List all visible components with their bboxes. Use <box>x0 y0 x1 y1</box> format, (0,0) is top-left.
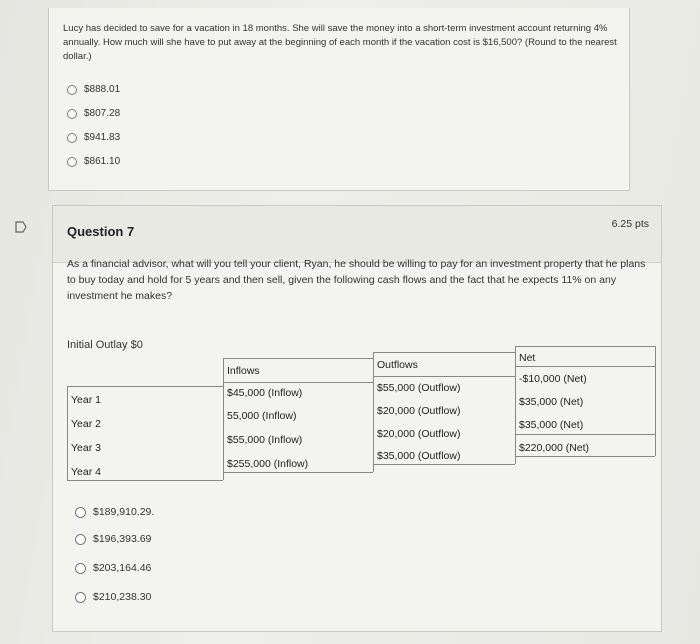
outflow-year-4: $35,000 (Outflow) <box>377 450 461 462</box>
question-7-header <box>53 206 661 263</box>
radio-icon[interactable] <box>67 109 77 119</box>
question-7-card <box>52 205 662 632</box>
header-inflows: Inflows <box>227 365 260 377</box>
radio-icon[interactable] <box>75 507 86 518</box>
radio-icon[interactable] <box>75 592 86 603</box>
q6-option-4-label: $861.10 <box>84 156 121 167</box>
inflow-year-1: $45,000 (Inflow) <box>227 387 303 399</box>
flag-question-icon[interactable] <box>14 220 28 234</box>
q6-option-1[interactable] <box>67 84 120 95</box>
outflow-year-3: $20,000 (Outflow) <box>377 428 461 440</box>
header-net: Net <box>519 352 536 364</box>
q7-option-4-label: $210,238.30 <box>93 591 152 603</box>
net-year-4: $220,000 (Net) <box>519 442 590 454</box>
year-1-label: Year 1 <box>71 394 101 406</box>
q7-option-3[interactable] <box>75 562 151 574</box>
outflow-year-2: $20,000 (Outflow) <box>377 405 461 417</box>
year-3-label: Year 3 <box>71 442 101 454</box>
question-7-title: Question 7 <box>67 224 135 239</box>
q7-option-2-label: $196,393.69 <box>93 533 152 545</box>
q6-option-3[interactable] <box>67 132 120 143</box>
radio-icon[interactable] <box>67 85 77 95</box>
header-outflows: Outflows <box>377 359 418 371</box>
question-6-text: Lucy has decided to save for a vacation in 18 months. She will save the money into a short-term investment account returning 4% annually. How much will she have to put away at the beginning of each month if the vacation cost is $16,500? (Round to the nearest dollar.) <box>63 23 617 62</box>
q7-option-3-label: $203,164.46 <box>93 562 152 574</box>
net-year-2: $35,000 (Net) <box>519 396 584 408</box>
inflow-year-2: 55,000 (Inflow) <box>227 410 297 422</box>
inflow-year-3: $55,000 (Inflow) <box>227 434 303 446</box>
question-7-points: 6.25 pts <box>611 218 649 230</box>
q7-option-2[interactable] <box>75 533 151 545</box>
year-2-label: Year 2 <box>71 418 101 430</box>
radio-icon[interactable] <box>67 133 77 143</box>
question-6-card <box>48 8 630 191</box>
year-4-label: Year 4 <box>71 466 101 478</box>
q6-option-2-label: $807.28 <box>84 108 121 119</box>
outflow-year-1: $55,000 (Outflow) <box>377 382 461 394</box>
q7-option-1-label: $189,910.29. <box>93 506 155 518</box>
q7-option-4[interactable] <box>75 591 151 603</box>
inflow-year-4: $255,000 (Inflow) <box>227 458 309 470</box>
initial-outlay: Initial Outlay $0 <box>67 339 143 351</box>
radio-icon[interactable] <box>75 534 86 545</box>
question-7-text: As a financial advisor, what will you tell your client, Ryan, he should be willing to pay for an investment property that he plans to buy today and hold for 5 years and then sell, given the following cash flows and the fact that he expects 11% on any investment he makes? <box>67 258 646 302</box>
q6-option-2[interactable] <box>67 108 120 119</box>
cash-flow-table <box>67 346 667 486</box>
radio-icon[interactable] <box>67 157 77 167</box>
q6-option-3-label: $941.83 <box>84 132 121 143</box>
q7-option-1[interactable] <box>75 506 154 518</box>
q6-option-1-label: $888.01 <box>84 84 121 95</box>
q6-option-4[interactable] <box>67 156 120 167</box>
net-year-3: $35,000 (Net) <box>519 419 584 431</box>
radio-icon[interactable] <box>75 563 86 574</box>
net-year-1: -$10,000 (Net) <box>519 373 587 385</box>
